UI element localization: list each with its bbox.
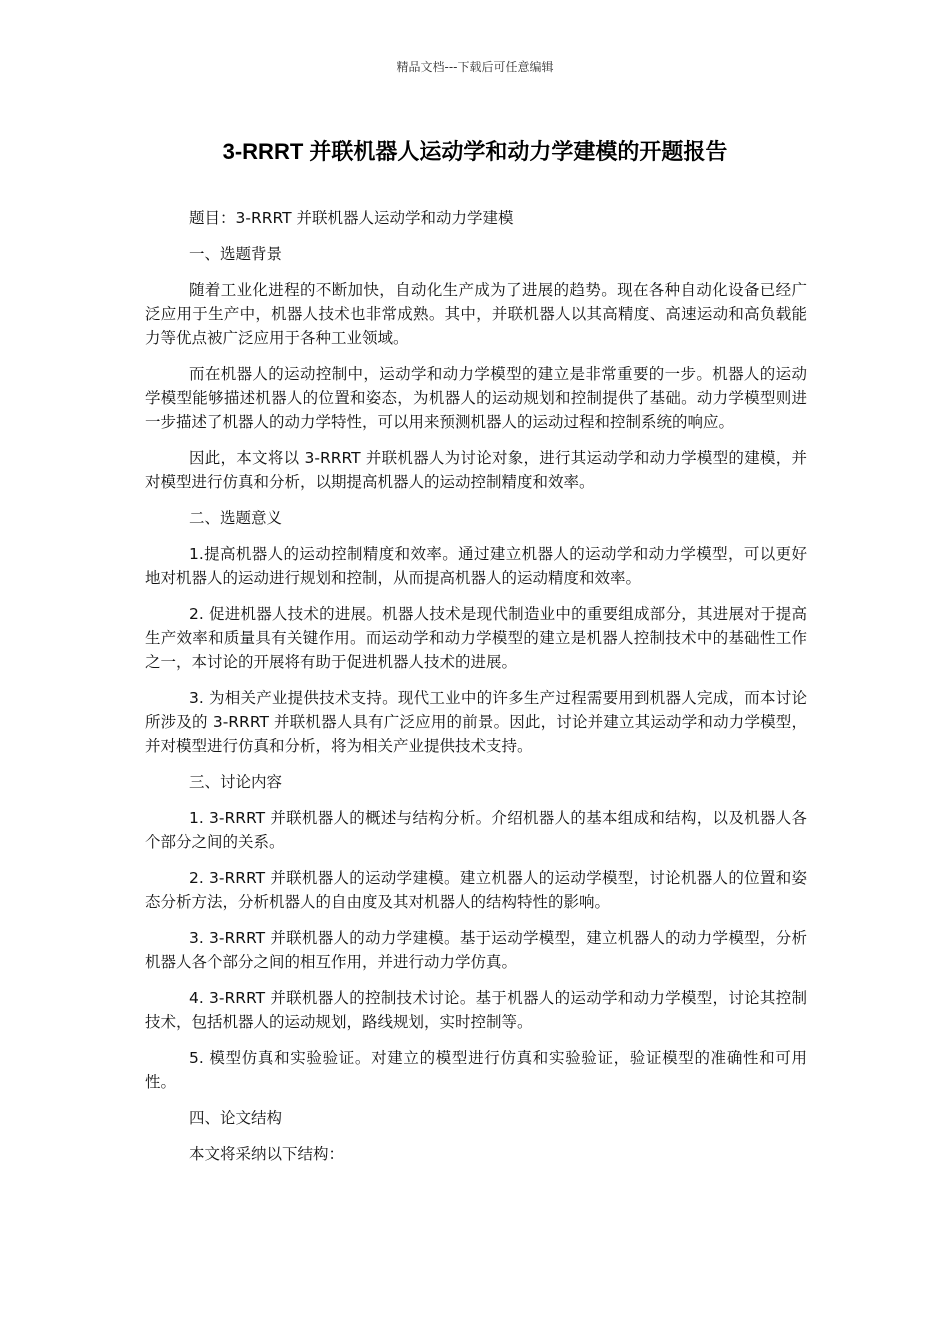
list-item: 3. 为相关产业提供技术支持。现代工业中的许多生产过程需要用到机器人完成，而本讨论所涉及的 3-RRRT 并联机器人具有广泛应用的前景。因此，讨论并建立其运动学和动力学模型，并对模型进行仿真和分析，将为相关产业提供技术支持。 bbox=[145, 689, 807, 755]
list-item: 5. 模型仿真和实验验证。对建立的模型进行仿真和实验验证，验证模型的准确性和可用性。 bbox=[145, 1049, 807, 1091]
section-heading-content: 三、讨论内容 bbox=[189, 773, 283, 791]
section-heading-background: 一、选题背景 bbox=[189, 245, 283, 263]
paragraph: 因此，本文将以 3-RRRT 并联机器人为讨论对象，进行其运动学和动力学模型的建模，并对模型进行仿真和分析，以期提高机器人的运动控制精度和效率。 bbox=[145, 449, 807, 491]
list-item: 4. 3-RRRT 并联机器人的控制技术讨论。基于机器人的运动学和动力学模型，讨论其控制技术，包括机器人的运动规划，路线规划，实时控制等。 bbox=[145, 989, 807, 1031]
list-item: 2. 促进机器人技术的进展。机器人技术是现代制造业中的重要组成部分，其进展对于提高生产效率和质量具有关键作用。而运动学和动力学模型的建立是机器人控制技术中的基础性工作之一，本讨论的开展将有助于促进机器人技术的进展。 bbox=[145, 605, 807, 671]
list-item: 3. 3-RRRT 并联机器人的动力学建模。基于运动学模型，建立机器人的动力学模型，分析机器人各个部分之间的相互作用，并进行动力学仿真。 bbox=[145, 929, 807, 971]
section-heading-significance: 二、选题意义 bbox=[189, 509, 283, 527]
paragraph: 而在机器人的运动控制中，运动学和动力学模型的建立是非常重要的一步。机器人的运动学模型能够描述机器人的位置和姿态，为机器人的运动规划和控制提供了基础。动力学模型则进一步描述了机器人的动力学特性，可以用来预测机器人的运动过程和控制系统的响应。 bbox=[145, 365, 807, 431]
section-heading-structure: 四、论文结构 bbox=[189, 1109, 283, 1127]
page-header: 精品文档---下载后可任意编辑 bbox=[396, 60, 554, 74]
paragraph: 本文将采纳以下结构： bbox=[189, 1145, 345, 1163]
list-item: 2. 3-RRRT 并联机器人的运动学建模。建立机器人的运动学模型，讨论机器人的位置和姿态分析方法，分析机器人的自由度及其对机器人的结构特性的影响。 bbox=[145, 869, 807, 911]
list-item: 1. 3-RRRT 并联机器人的概述与结构分析。介绍机器人的基本组成和结构，以及机器人各个部分之间的关系。 bbox=[145, 809, 807, 851]
document-body bbox=[145, 206, 807, 1178]
paragraph-topic: 题目：3-RRRT 并联机器人运动学和动力学建模 bbox=[189, 209, 514, 227]
document-title: 3-RRRT 并联机器人运动学和动力学建模的开题报告 bbox=[222, 139, 728, 164]
paragraph: 随着工业化进程的不断加快，自动化生产成为了进展的趋势。现在各种自动化设备已经广泛应用于生产中，机器人技术也非常成熟。其中，并联机器人以其高精度、高速运动和高负载能力等优点被广泛应用于各种工业领域。 bbox=[145, 281, 807, 347]
list-item: 1.提高机器人的运动控制精度和效率。通过建立机器人的运动学和动力学模型，可以更好地对机器人的运动进行规划和控制，从而提高机器人的运动精度和效率。 bbox=[145, 545, 807, 587]
